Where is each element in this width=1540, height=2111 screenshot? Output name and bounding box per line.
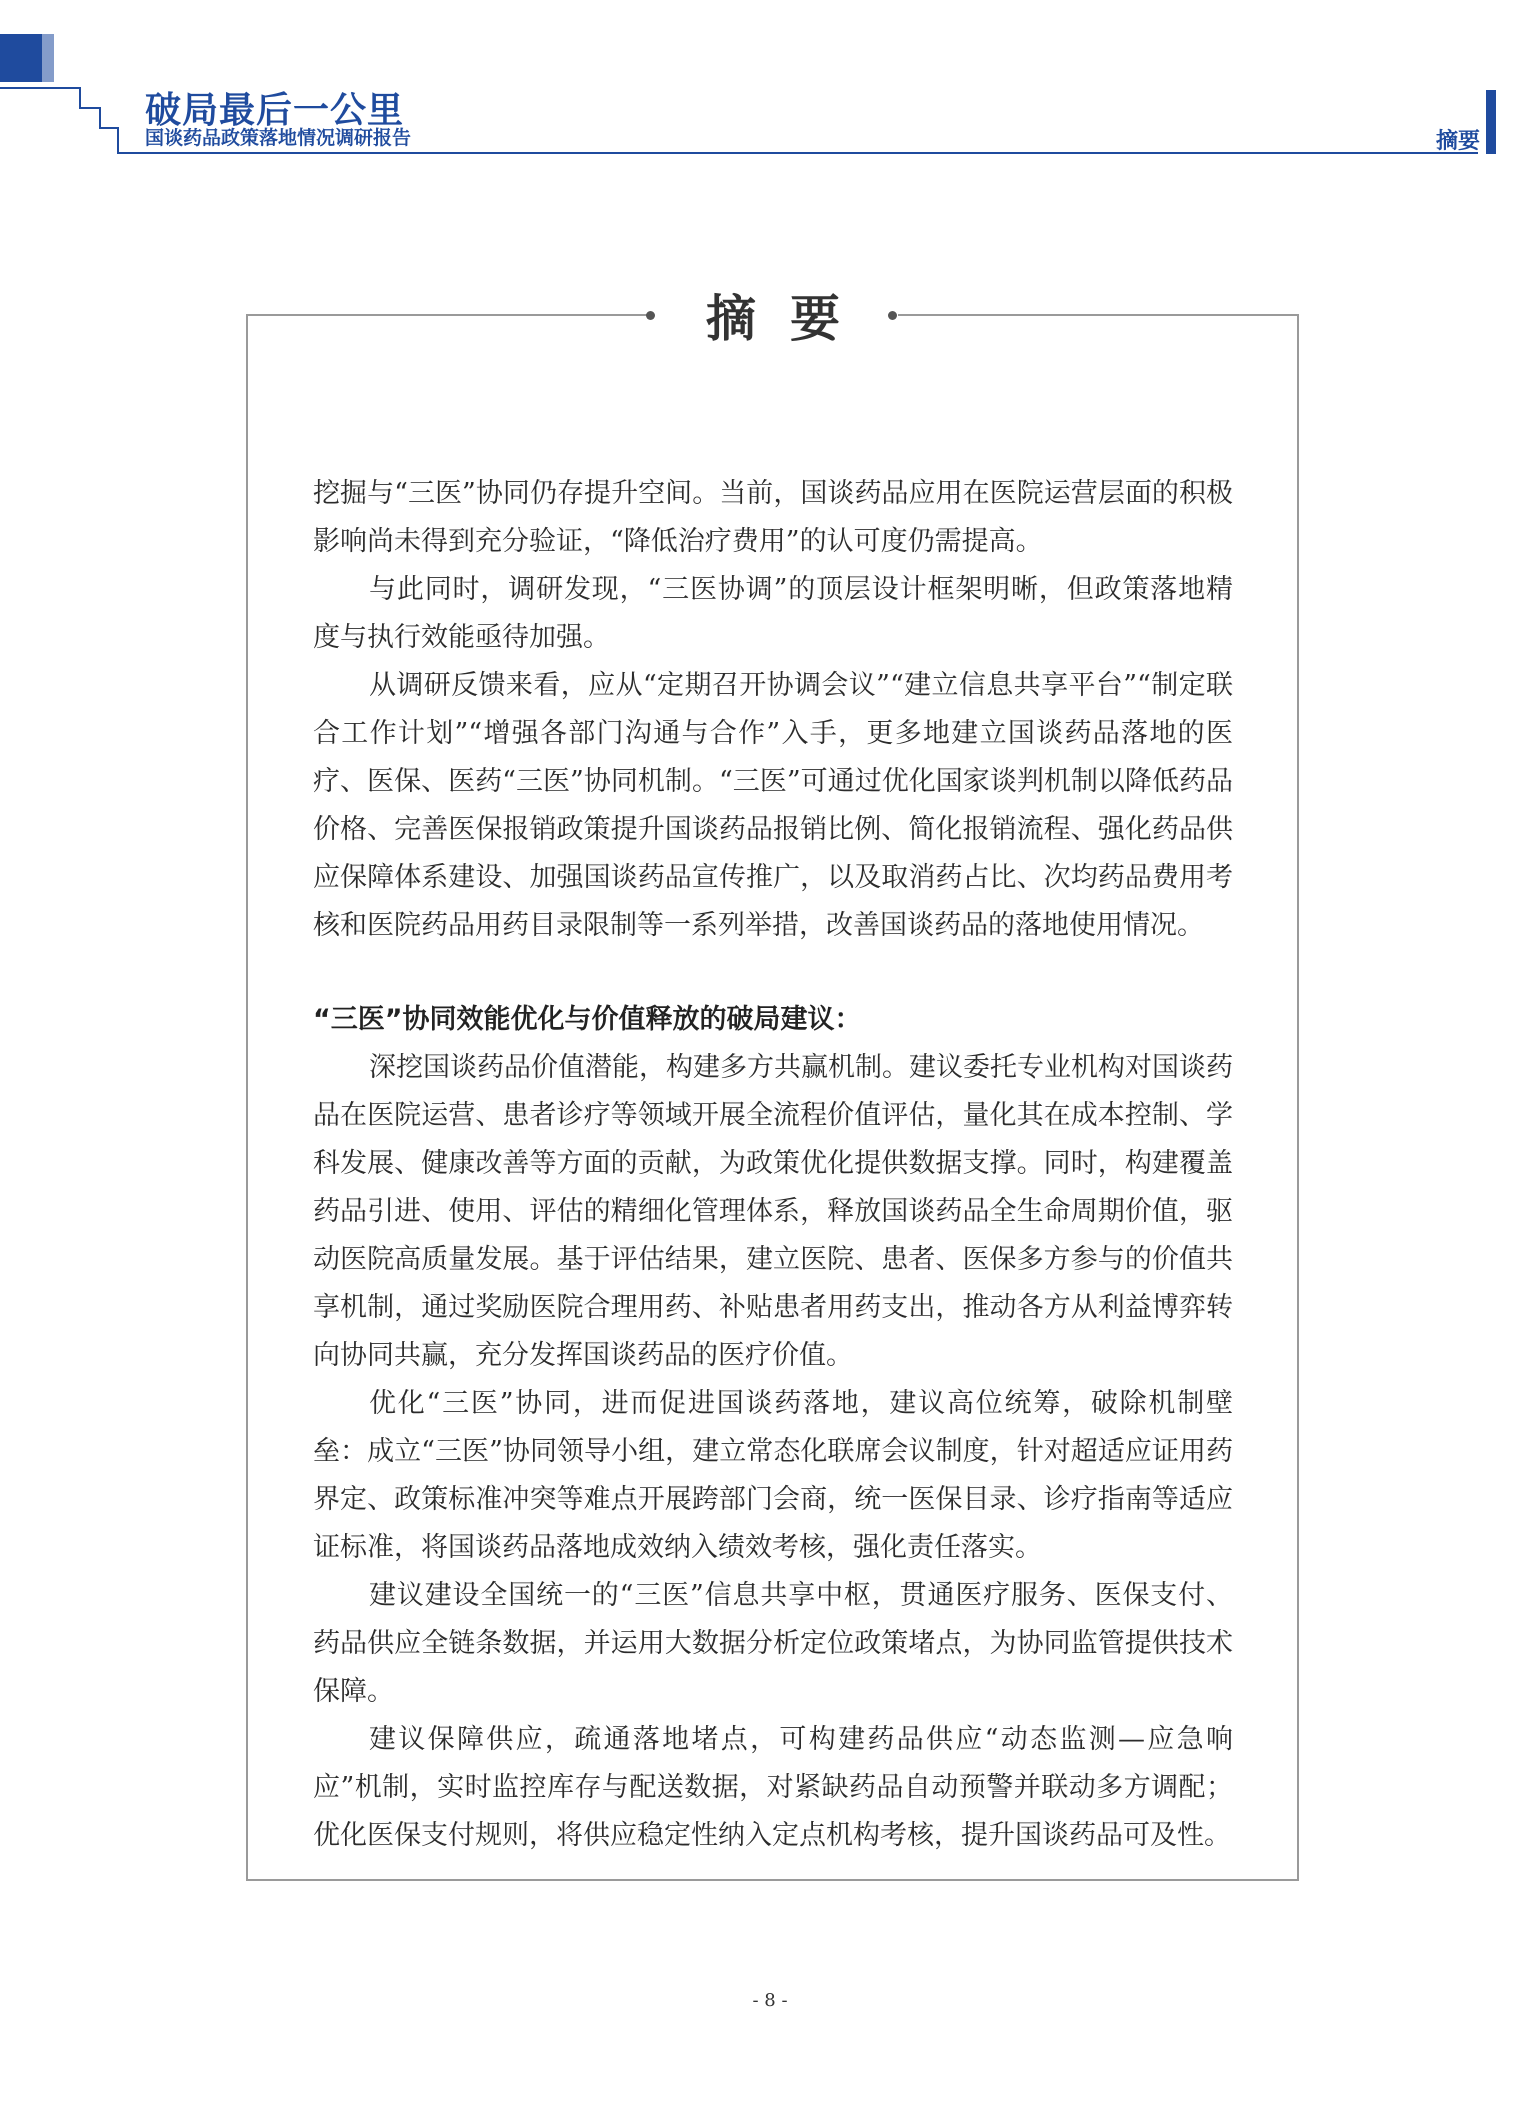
abstract-title-box: [648, 284, 898, 346]
paragraph: 与此同时，调研发现，“三医协调”的顶层设计框架明晰，但政策落地精度与执行效能亟待加强。: [313, 574, 1233, 653]
page-number: - 8 -: [752, 1990, 788, 2011]
suggestions-heading: “三医”协同效能优化与价值释放的破局建议：: [313, 1004, 862, 1035]
report-subtitle: 国谈药品政策落地情况调研报告: [145, 127, 412, 149]
suggestion-paragraph: 建议保障供应，疏通落地堵点，可构建药品供应“动态监测—应急响应”机制，实时监控库存与配送数据，对紧缺药品自动预警并联动多方调配；优化医保支付规则，将供应稳定性纳入定点机构考核，提升国谈药品可及性。: [313, 1724, 1233, 1851]
abstract-title: 摘要: [706, 289, 874, 348]
abstract-body: [313, 470, 1233, 1860]
paragraph: 从调研反馈来看，应从“定期召开协调会议”“建立信息共享平台”“制定联合工作计划”“增强各部门沟通与合作”入手，更多地建立国谈药品落地的医疗、医保、医药“三医”协同机制。“三医”可通过优化国家谈判机制以降低药品价格、完善医保报销政策提升国谈药品报销比例、简化报销流程、强化药品供应保障体系建设、加强国谈药品宣传推广，以及取消药占比、次均药品费用考核和医院药品用药目录限制等一系列举措，改善国谈药品的落地使用情况。: [313, 670, 1233, 941]
suggestion-paragraph: 建议建设全国统一的“三医”信息共享中枢，贯通医疗服务、医保支付、药品供应全链条数据，并运用大数据分析定位政策堵点，为协同监管提供技术保障。: [313, 1580, 1233, 1707]
header-corner-block: [0, 34, 42, 82]
title-dot-right: [888, 311, 897, 320]
report-title: 破局最后一公里: [145, 90, 405, 131]
header-right-bar: [1486, 90, 1496, 154]
suggestion-paragraph: 优化“三医”协同，进而促进国谈药落地，建议高位统筹，破除机制壁垒：成立“三医”协同领导小组，建立常态化联席会议制度，针对超适应证用药界定、政策标准冲突等难点开展跨部门会商，统一医保目录、诊疗指南等适应证标准，将国谈药品落地成效纳入绩效考核，强化责任落实。: [313, 1388, 1233, 1563]
title-dot-left: [646, 311, 655, 320]
paragraph: 挖掘与“三医”协同仍存提升空间。当前，国谈药品应用在医院运营层面的积极影响尚未得到充分验证，“降低治疗费用”的认可度仍需提高。: [313, 478, 1233, 557]
header-corner-notch: [42, 34, 54, 82]
section-label: 摘要: [1435, 129, 1480, 154]
suggestion-paragraph: 深挖国谈药品价值潜能，构建多方共赢机制。建议委托专业机构对国谈药品在医院运营、患者诊疗等领域开展全流程价值评估，量化其在成本控制、学科发展、健康改善等方面的贡献，为政策优化提供数据支撑。同时，构建覆盖药品引进、使用、评估的精细化管理体系，释放国谈药品全生命周期价值，驱动医院高质量发展。基于评估结果，建立医院、患者、医保多方参与的价值共享机制，通过奖励医院合理用药、补贴患者用药支出，推动各方从利益博弈转向协同共赢，充分发挥国谈药品的医疗价值。: [313, 1052, 1233, 1371]
